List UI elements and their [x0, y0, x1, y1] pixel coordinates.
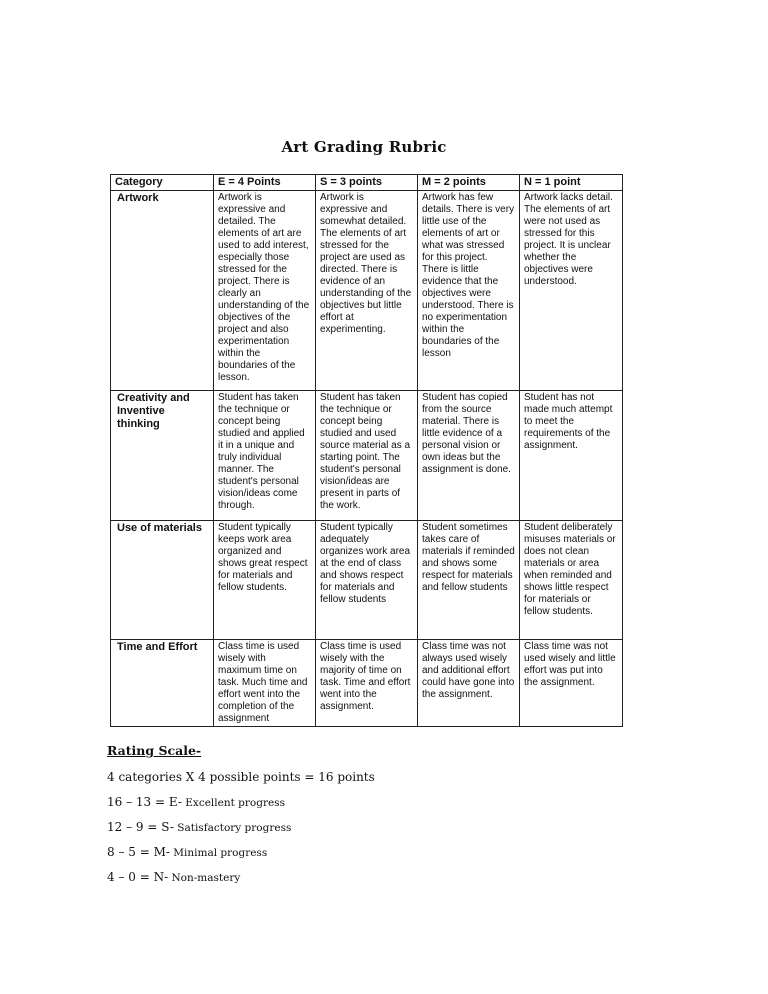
rating-range: 12 – 9 = S- — [107, 820, 174, 834]
rating-line-e — [107, 793, 375, 818]
table-cell: Student has copied from the source material. There is little evidence of a personal vision or own ideas but the assignment is done. — [418, 391, 520, 521]
row-category: Artwork — [111, 191, 214, 391]
header-n-points: N = 1 point — [520, 175, 623, 191]
rating-description: Non-mastery — [168, 872, 241, 884]
header-s-points: S = 3 points — [316, 175, 418, 191]
table-cell: Student has taken the technique or concept being studied and applied it in a unique and truly individual manner. The student's personal vision/ideas come through. — [214, 391, 316, 521]
row-category: Time and Effort — [111, 640, 214, 727]
table-cell: Artwork is expressive and somewhat detailed. The elements of art stressed for the project are used as directed. There is evidence of an understanding of the objectives but little effort at experimenting. — [316, 191, 418, 391]
row-category: Creativity and Inventive thinking — [111, 391, 214, 521]
table-cell: Artwork is expressive and detailed. The elements of art are used to add interest, especially those stressed for the project. There is clearly an understanding of the objectives of the project and also experimentation within the boundaries of the lesson. — [214, 191, 316, 391]
rating-description: Excellent progress — [181, 797, 285, 809]
rating-description: Minimal progress — [169, 847, 268, 859]
header-m-points: M = 2 points — [418, 175, 520, 191]
rating-description: Satisfactory progress — [173, 822, 292, 834]
table-cell: Class time was not used wisely and little effort was put into the assignment. — [520, 640, 623, 727]
table-cell: Student typically keeps work area organized and shows great respect for materials and fellow students. — [214, 521, 316, 640]
table-cell: Class time is used wisely with the majority of time on task. Time and effort went into the assignment. — [316, 640, 418, 727]
table-cell: Student has not made much attempt to meet the requirements of the assignment. — [520, 391, 623, 521]
table-cell: Class time was not always used wisely and additional effort could have gone into the assignment. — [418, 640, 520, 727]
rating-range: 4 – 0 = N- — [107, 870, 169, 884]
table-cell: Artwork lacks detail. The elements of art were not used as stressed for this project. It is unclear whether the objectives were understood. — [520, 191, 623, 391]
table-row — [111, 521, 623, 640]
table-cell: Class time is used wisely with maximum time on task. Much time and effort went into the completion of the assignment — [214, 640, 316, 727]
table-header-row — [111, 175, 623, 191]
rating-range: 8 – 5 = M- — [107, 845, 170, 859]
header-category: Category — [111, 175, 214, 191]
table-row — [111, 391, 623, 521]
table-cell: Student sometimes takes care of materials if reminded and shows some respect for materials and fellow students — [418, 521, 520, 640]
table-row — [111, 640, 623, 727]
header-e-points: E = 4 Points — [214, 175, 316, 191]
page-title: Art Grading Rubric — [281, 138, 447, 156]
rating-line-n — [107, 868, 375, 893]
row-category: Use of materials — [111, 521, 214, 640]
table-cell: Artwork has few details. There is very little use of the elements of art or what was stressed for this project. There is little evidence that the objectives were understood. There is no experimentation within the boundaries of the lesson — [418, 191, 520, 391]
table-cell: Student typically adequately organizes work area at the end of class and shows respect for materials and fellow students — [316, 521, 418, 640]
rating-scale-heading: Rating Scale- — [107, 743, 202, 758]
table-cell: Student has taken the technique or concept being studied and used source material as a starting point. The student's personal vision/ideas are present in parts of the work. — [316, 391, 418, 521]
rating-range: 16 – 13 = E- — [107, 795, 182, 809]
rating-intro: 4 categories X 4 possible points = 16 points — [107, 770, 375, 784]
rating-line-s — [107, 818, 375, 843]
table-cell: Student deliberately misuses materials or does not clean materials or area when reminded and shows little respect for materials or fellow students. — [520, 521, 623, 640]
rating-scale — [107, 743, 375, 893]
rating-line-m — [107, 843, 375, 868]
rubric-table — [110, 174, 623, 727]
table-row — [111, 191, 623, 391]
